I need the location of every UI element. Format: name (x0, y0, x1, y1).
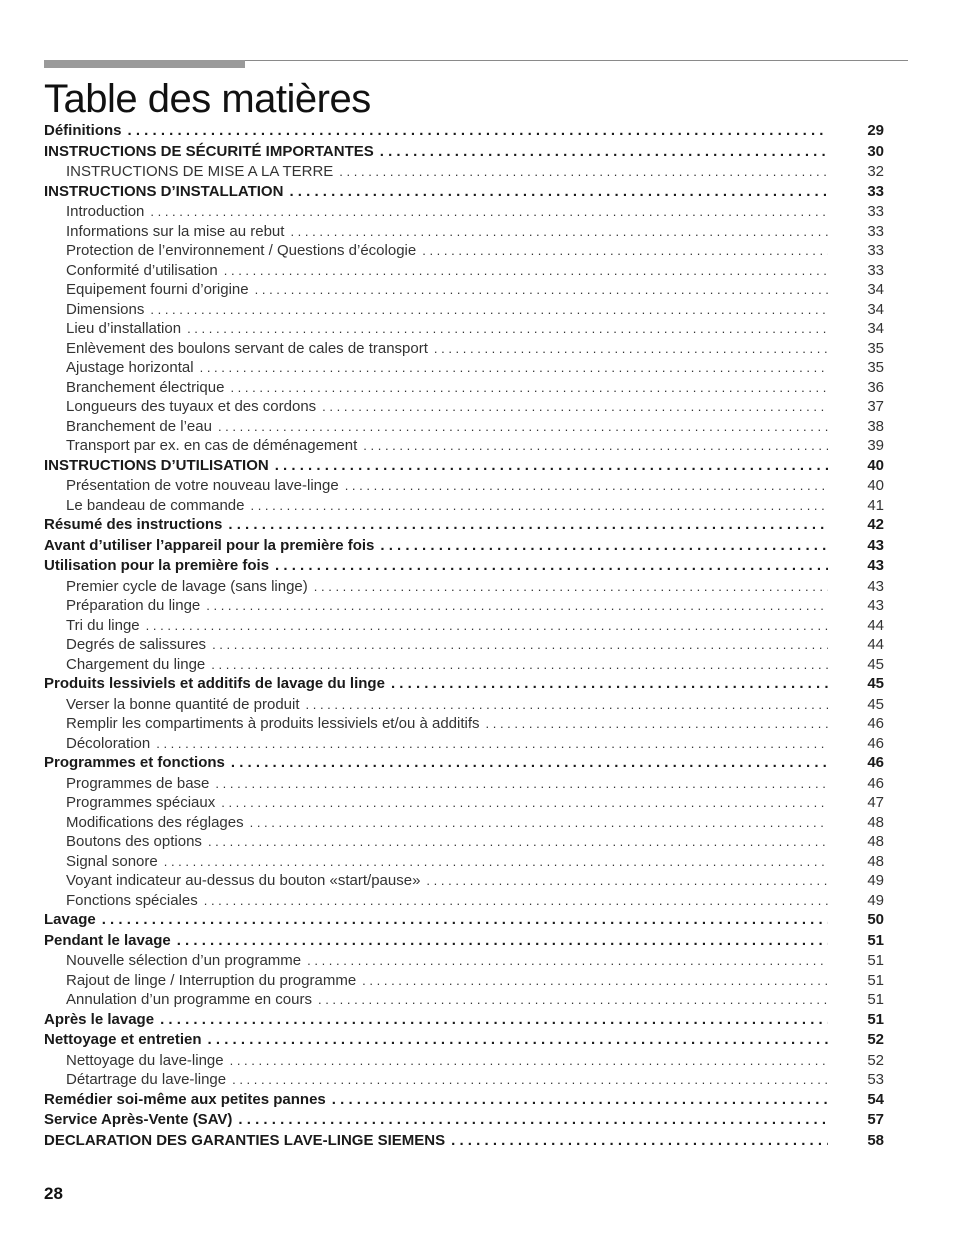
toc-entry-page: 33 (867, 242, 884, 259)
toc-entry-title: Remédier soi-même aux petites pannes (44, 1090, 326, 1108)
dot-leader (177, 932, 828, 949)
dot-leader (290, 224, 828, 239)
dot-leader (380, 143, 828, 160)
toc-subentry[interactable] (44, 735, 884, 755)
toc-subentry[interactable] (44, 892, 884, 912)
toc-entry-title: Voyant indicateur au-dessus du bouton «start/pause» (66, 872, 421, 889)
toc-entry[interactable] (44, 183, 884, 204)
toc-subentry[interactable] (44, 320, 884, 340)
dot-leader (339, 164, 828, 179)
toc-entry-page: 49 (867, 891, 884, 909)
dot-leader (318, 992, 828, 1007)
dot-leader (208, 1031, 828, 1048)
dot-leader (204, 893, 828, 908)
toc-subentry[interactable] (44, 203, 884, 223)
toc-entry-page: 51 (867, 952, 884, 969)
toc-entry-page: 30 (867, 142, 884, 160)
toc-entry-title: Verser la bonne quantité de produit (66, 695, 300, 713)
toc-entry-title: Remplir les compartiments à produits lessiviels et/ou à additifs (66, 715, 480, 732)
toc-entry[interactable] (44, 1011, 884, 1032)
toc-entry-title: Conformité d’utilisation (66, 261, 218, 279)
toc-entry-page: 46 (867, 754, 884, 771)
toc-entry-page: 43 (867, 557, 884, 574)
page-number: 28 (44, 1184, 63, 1203)
toc-entry-title: Premier cycle de lavage (sans linge) (66, 577, 308, 595)
toc-entry-title: Longueurs des tuyaux et des cordons (66, 398, 317, 415)
dot-leader (228, 516, 828, 533)
toc-entry-title: INSTRUCTIONS D’INSTALLATION (44, 182, 284, 200)
toc-entry-title: Branchement de l’eau (66, 417, 212, 435)
toc-subentry[interactable] (44, 1052, 884, 1072)
toc-entry-page: 44 (867, 636, 884, 653)
toc-entry-title: Equipement fourni d’origine (66, 281, 249, 298)
toc-entry-page: 40 (867, 477, 884, 494)
toc-entry[interactable] (44, 1031, 884, 1052)
toc-entry[interactable] (44, 457, 884, 478)
toc-entry-title: Degrés de salissures (66, 636, 207, 653)
toc-entry[interactable] (44, 911, 884, 932)
toc-entry-title: Pendant le lavage (44, 931, 171, 949)
toc-entry-page: 29 (867, 122, 884, 139)
toc-entry-title: Transport par ex. en cas de déménagement (66, 437, 358, 454)
toc-entry-page: 47 (867, 794, 884, 811)
toc-entry[interactable] (44, 1132, 884, 1153)
dot-leader (200, 360, 828, 375)
toc-entry-title: Lavage (44, 911, 96, 928)
toc-entry[interactable] (44, 557, 884, 578)
toc-subentry[interactable] (44, 437, 884, 457)
toc-entry-title: Le bandeau de commande (66, 496, 245, 514)
toc-subentry[interactable] (44, 872, 884, 892)
toc-subentry[interactable] (44, 359, 884, 379)
dot-leader (250, 498, 828, 513)
toc-entry[interactable] (44, 932, 884, 953)
dot-leader (434, 341, 828, 356)
dot-leader (238, 1111, 828, 1128)
toc-entry-page: 52 (867, 1051, 884, 1069)
dot-leader (215, 776, 828, 791)
toc-entry[interactable] (44, 537, 884, 558)
toc-subentry[interactable] (44, 696, 884, 716)
toc-entry-title: Informations sur la mise au rebut (66, 222, 285, 240)
toc-subentry[interactable] (44, 163, 884, 183)
toc-subentry[interactable] (44, 853, 884, 873)
toc-entry-title: Nouvelle sélection d’un programme (66, 952, 302, 969)
toc-entry[interactable] (44, 1091, 884, 1112)
toc-subentry[interactable] (44, 775, 884, 795)
dot-leader (289, 183, 828, 200)
toc-entry-page: 43 (867, 597, 884, 614)
toc-entry-page: 38 (867, 417, 884, 435)
toc-entry-title: Boutons des options (66, 833, 202, 850)
dot-leader (332, 1091, 828, 1108)
toc-entry-page: 33 (867, 222, 884, 240)
dot-leader (362, 973, 828, 988)
toc-entry-page: 42 (867, 516, 884, 533)
dot-leader (275, 557, 828, 574)
toc-entry-page: 39 (867, 437, 884, 454)
toc-entry-page: 33 (867, 261, 884, 279)
toc-entry-title: Ajustage horizontal (66, 359, 194, 376)
toc-entry-page: 36 (867, 378, 884, 396)
toc-entry-title: Programmes et fonctions (44, 754, 225, 771)
toc-entry-title: DECLARATION DES GARANTIES LAVE-LINGE SIEMENS (44, 1131, 446, 1149)
toc-entry-title: Utilisation pour la première fois (44, 557, 270, 574)
toc-entry-title: Introduction (66, 203, 145, 220)
toc-entry-page: 48 (867, 833, 884, 850)
toc-subentry[interactable] (44, 578, 884, 598)
toc-entry-title: Définitions (44, 122, 122, 139)
dot-leader (164, 854, 828, 869)
toc-subentry[interactable] (44, 656, 884, 676)
toc-subentry[interactable] (44, 477, 884, 497)
toc-subentry[interactable] (44, 833, 884, 853)
toc-entry-page: 34 (867, 281, 884, 298)
toc-entry-page: 45 (867, 655, 884, 673)
toc-entry-title: Protection de l’environnement / Questions d’écologie (66, 242, 417, 259)
dot-leader (208, 834, 828, 849)
page-title: Table des matières (44, 77, 371, 121)
toc-entry-page: 48 (867, 813, 884, 831)
dot-leader (380, 537, 828, 554)
dot-leader (275, 457, 828, 474)
dot-leader (160, 1011, 828, 1028)
dot-leader (363, 438, 828, 453)
toc-entry-page: 34 (867, 320, 884, 337)
dot-leader (150, 204, 828, 219)
dot-leader (322, 399, 828, 414)
toc-entry-page: 46 (867, 774, 884, 792)
toc-subentry[interactable] (44, 281, 884, 301)
header-accent-bar (44, 60, 245, 68)
dot-leader (230, 380, 828, 395)
dot-leader (426, 873, 828, 888)
dot-leader (224, 263, 828, 278)
toc-subentry[interactable] (44, 814, 884, 834)
toc-entry[interactable] (44, 675, 884, 696)
toc-entry-page: 35 (867, 339, 884, 357)
toc-entry-page: 50 (867, 911, 884, 928)
toc-entry-page: 46 (867, 734, 884, 752)
toc-entry-page: 48 (867, 852, 884, 870)
toc-entry-title: Préparation du linge (66, 597, 201, 614)
toc-subentry[interactable] (44, 497, 884, 517)
toc-entry-title: Nettoyage du lave-linge (66, 1051, 224, 1069)
toc-entry-title: Branchement électrique (66, 378, 225, 396)
toc-entry-title: Chargement du linge (66, 655, 206, 673)
toc-entry-page: 51 (867, 1010, 884, 1028)
toc-entry-title: Avant d’utiliser l’appareil pour la première fois (44, 536, 375, 554)
toc-entry-title: Résumé des instructions (44, 516, 223, 533)
dot-leader (451, 1132, 828, 1149)
dot-leader (306, 697, 828, 712)
dot-leader (211, 657, 828, 672)
toc-subentry[interactable] (44, 223, 884, 243)
toc-subentry[interactable] (44, 617, 884, 637)
toc-entry-title: Service Après-Vente (SAV) (44, 1111, 233, 1128)
toc-entry-page: 49 (867, 872, 884, 889)
toc-entry-page: 43 (867, 577, 884, 595)
dot-leader (128, 122, 829, 139)
toc-entry-page: 33 (867, 182, 884, 200)
toc-entry-page: 46 (867, 715, 884, 732)
toc-entry-title: Produits lessiviels et additifs de lavage du linge (44, 675, 385, 692)
toc-entry-title: Signal sonore (66, 852, 158, 870)
table-of-contents (44, 122, 884, 1152)
toc-subentry[interactable] (44, 242, 884, 262)
dot-leader (156, 736, 828, 751)
dot-leader (150, 302, 828, 317)
toc-entry[interactable] (44, 122, 884, 143)
dot-leader (218, 419, 828, 434)
toc-subentry[interactable] (44, 991, 884, 1011)
dot-leader (486, 716, 828, 731)
toc-entry[interactable] (44, 516, 884, 537)
toc-entry-title: Programmes de base (66, 774, 210, 792)
toc-entry-title: Tri du linge (66, 616, 140, 634)
toc-entry-page: 51 (867, 971, 884, 989)
toc-entry-title: INSTRUCTIONS DE SÉCURITÉ IMPORTANTES (44, 142, 374, 160)
toc-subentry[interactable] (44, 398, 884, 418)
toc-entry-title: Enlèvement des boulons servant de cales de transport (66, 339, 428, 357)
dot-leader (255, 282, 828, 297)
toc-subentry[interactable] (44, 301, 884, 321)
toc-entry-page: 58 (867, 1131, 884, 1149)
dot-leader (187, 321, 828, 336)
toc-entry-page: 37 (867, 398, 884, 415)
dot-leader (221, 795, 828, 810)
toc-entry-page: 41 (867, 496, 884, 514)
toc-entry-page: 45 (867, 695, 884, 713)
toc-subentry[interactable] (44, 636, 884, 656)
toc-entry-page: 43 (867, 536, 884, 554)
dot-leader (232, 1072, 828, 1087)
dot-leader (307, 953, 828, 968)
dot-leader (206, 598, 828, 613)
toc-entry-page: 40 (867, 456, 884, 474)
toc-entry-title: Annulation d’un programme en cours (66, 991, 312, 1008)
toc-subentry[interactable] (44, 262, 884, 282)
toc-entry[interactable] (44, 1111, 884, 1132)
toc-entry-title: Présentation de votre nouveau lave-linge (66, 477, 339, 494)
toc-entry-page: 51 (867, 931, 884, 949)
toc-entry[interactable] (44, 754, 884, 775)
toc-entry-title: Après le lavage (44, 1010, 155, 1028)
toc-entry-page: 35 (867, 359, 884, 376)
dot-leader (422, 243, 828, 258)
dot-leader (102, 911, 828, 928)
toc-entry-title: Rajout de linge / Interruption du programme (66, 971, 357, 989)
toc-subentry[interactable] (44, 1071, 884, 1091)
toc-entry-title: Fonctions spéciales (66, 891, 198, 909)
toc-entry-title: Programmes spéciaux (66, 794, 216, 811)
toc-entry-page: 53 (867, 1071, 884, 1088)
toc-entry-page: 57 (867, 1111, 884, 1128)
toc-entry-page: 34 (867, 300, 884, 318)
toc-subentry[interactable] (44, 379, 884, 399)
dot-leader (231, 754, 828, 771)
toc-entry-title: Modifications des réglages (66, 813, 244, 831)
toc-subentry[interactable] (44, 794, 884, 814)
toc-entry-title: Décoloration (66, 734, 151, 752)
toc-entry-page: 44 (867, 616, 884, 634)
toc-entry-title: Dimensions (66, 300, 145, 318)
toc-entry-page: 32 (867, 163, 884, 180)
toc-entry[interactable] (44, 143, 884, 164)
toc-entry-title: INSTRUCTIONS DE MISE A LA TERRE (66, 163, 334, 180)
dot-leader (391, 675, 828, 692)
toc-subentry[interactable] (44, 340, 884, 360)
dot-leader (314, 579, 828, 594)
toc-subentry[interactable] (44, 597, 884, 617)
toc-subentry[interactable] (44, 952, 884, 972)
dot-leader (230, 1053, 828, 1068)
toc-entry-page: 51 (867, 991, 884, 1008)
toc-entry-page: 33 (867, 203, 884, 220)
toc-subentry[interactable] (44, 972, 884, 992)
dot-leader (212, 637, 828, 652)
dot-leader (146, 618, 828, 633)
toc-entry-page: 52 (867, 1031, 884, 1048)
dot-leader (250, 815, 828, 830)
toc-entry-title: Lieu d’installation (66, 320, 182, 337)
toc-entry-page: 45 (867, 675, 884, 692)
toc-entry-title: INSTRUCTIONS D’UTILISATION (44, 456, 269, 474)
toc-entry-title: Détartrage du lave-linge (66, 1071, 227, 1088)
toc-subentry[interactable] (44, 715, 884, 735)
toc-entry-title: Nettoyage et entretien (44, 1031, 202, 1048)
toc-entry-page: 54 (867, 1090, 884, 1108)
toc-subentry[interactable] (44, 418, 884, 438)
dot-leader (345, 478, 828, 493)
